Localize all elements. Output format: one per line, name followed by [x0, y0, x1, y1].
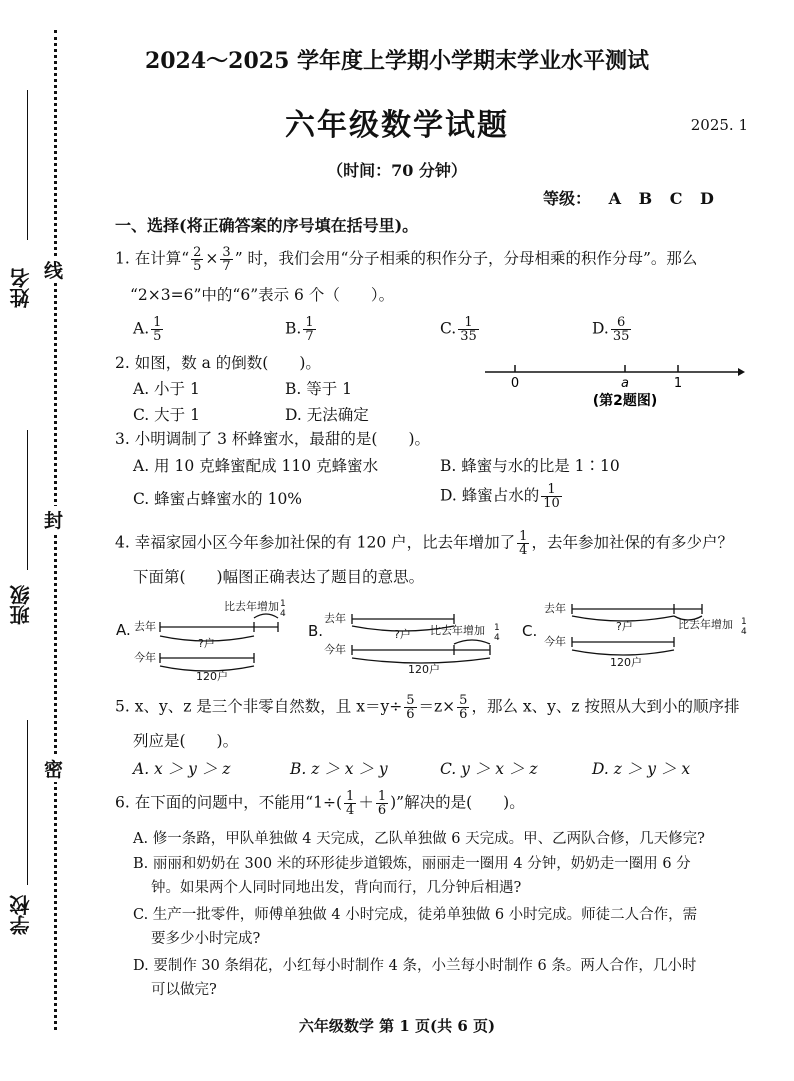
grade-option[interactable]: C: [669, 189, 683, 208]
plus-sign: ＋: [358, 793, 374, 812]
page-footer: 六年级数学 第 1 页(共 6 页): [298, 1017, 496, 1035]
q6-option-b-line2: 钟。如果两个人同时同地出发，背向而行，几分钟后相遇?: [151, 880, 522, 896]
exam-time: （时间：70 分钟）: [327, 161, 467, 180]
option-text: D. 蜂蜜占水的: [440, 486, 540, 505]
label-inc-num: 1: [741, 617, 747, 627]
denominator: 6: [459, 707, 468, 722]
q2-option-a[interactable]: A. 小于 1: [133, 380, 200, 398]
fraction: [303, 316, 315, 343]
label-inc-den: 4: [741, 627, 747, 637]
label-inc-num: 1: [280, 599, 286, 609]
q5-option-d[interactable]: D. z ＞ y ＞ x: [592, 760, 691, 778]
label-total: 120户: [196, 670, 228, 683]
seal-char-line: 线: [44, 256, 63, 283]
denominator: 4: [346, 803, 355, 818]
label-last-year: 去年: [134, 620, 156, 633]
exam-date: 2025. 1: [690, 116, 748, 134]
option-letter: C.: [440, 319, 457, 338]
grade-box: [543, 186, 714, 209]
q6-option-a[interactable]: A. 修一条路，甲队单独做 4 天完成，乙队单独做 6 天完成。甲、乙两队合修，几天修完?: [133, 831, 705, 847]
q2-option-c[interactable]: C. 大于 1: [133, 406, 200, 424]
grade-label: 等级：: [543, 189, 592, 208]
option-letter: A.: [133, 319, 150, 338]
label-inc-den: 4: [494, 633, 500, 643]
arrow-head-icon: [738, 368, 745, 376]
paper-title: 六年级数学试题: [285, 108, 509, 143]
numerator: 2: [193, 245, 202, 260]
class-underline: [27, 430, 28, 570]
fraction: [376, 790, 388, 817]
question-5-line2: 列应是( )。: [133, 732, 239, 750]
q5-option-a[interactable]: A. x ＞ y ＞ z: [133, 760, 231, 778]
denominator: 7: [222, 259, 231, 274]
seal-char-seal: 封: [44, 506, 63, 533]
fraction: [151, 316, 163, 343]
tick-label: a: [621, 376, 629, 391]
fraction: [191, 246, 203, 273]
denominator: 35: [612, 329, 630, 344]
diagram-letter: A.: [116, 621, 131, 639]
seal-char-secret: 密: [44, 755, 63, 782]
question-4-line1: [115, 530, 733, 557]
label-unknown: ?户: [198, 637, 215, 650]
question-1-line2: “2×3=6”中的“6”表示 6 个（ ）。: [130, 286, 395, 304]
q1-text-a: 1. 在计算“: [115, 249, 190, 268]
fraction: [541, 483, 562, 510]
numerator: 1: [153, 315, 162, 330]
q1-option-c[interactable]: [440, 316, 481, 343]
denominator: 5: [153, 329, 162, 344]
denominator: 6: [406, 707, 415, 722]
numerator: 1: [346, 789, 355, 804]
numerator: 3: [222, 245, 231, 260]
q5-option-b[interactable]: B. z ＞ x ＞ y: [290, 760, 388, 778]
label-inc-num: 1: [494, 623, 500, 633]
q5-text-a: 5. x、y、z 是三个非零自然数，且 x＝y÷: [115, 697, 403, 716]
q4-text-a: 4. 幸福家园小区今年参加社保的有 120 户，比去年增加了: [115, 533, 516, 552]
section-heading: 一、选择(将正确答案的序号填在括号里)。: [115, 216, 419, 235]
q6-text-b: )”解决的是( )。: [390, 793, 525, 812]
number-line-figure: [480, 360, 745, 415]
question-4-line2: 下面第( )幅图正确表达了题目的意思。: [133, 568, 425, 586]
denominator: 6: [377, 803, 387, 818]
q4-text-b: ，去年参加社保的有多少户？: [531, 533, 733, 552]
label-increase: 比去年增加: [430, 624, 485, 637]
diagram-letter: B.: [308, 622, 324, 640]
label-last-year: 去年: [324, 612, 346, 625]
q3-option-a[interactable]: A. 用 10 克蜂蜜配成 110 克蜂蜜水: [133, 457, 379, 475]
question-1-line1: [115, 246, 697, 273]
label-total: 120户: [408, 663, 440, 676]
school-label: 学校: [9, 895, 33, 935]
q6-option-d-line1[interactable]: D. 要制作 30 条绢花，小红每小时制作 4 条，小兰每小时制作 6 条。两人合作，几小时: [133, 958, 697, 974]
grade-option[interactable]: D: [700, 189, 714, 208]
numerator: 1: [519, 529, 528, 544]
question-2: 2. 如图，数 a 的倒数( )。: [115, 354, 321, 372]
label-unknown: ?户: [394, 628, 411, 641]
exam-title: 2024～2025 学年度上学期小学期末学业水平测试: [144, 48, 650, 74]
label-this-year: 今年: [324, 643, 346, 656]
option-letter: B.: [285, 319, 302, 338]
label-increase: 比去年增加: [678, 618, 733, 631]
q2-option-b[interactable]: B. 等于 1: [285, 380, 353, 398]
name-label: 姓名: [9, 268, 33, 308]
q1-option-d[interactable]: [592, 316, 633, 343]
q4-diagrams: [112, 594, 757, 684]
class-label: 班级: [9, 585, 33, 625]
times-sign: ×: [205, 249, 219, 268]
numerator: 1: [541, 483, 562, 497]
school-underline: [27, 720, 28, 885]
figure-caption: (第2题图): [592, 393, 658, 409]
numerator: 5: [406, 693, 415, 708]
label-inc-den: 4: [280, 609, 286, 619]
option-letter: D.: [592, 319, 609, 338]
fraction: [517, 530, 529, 557]
denominator: 5: [193, 259, 202, 274]
q6-text-a: 6. 在下面的问题中，不能用“1÷(: [115, 793, 343, 812]
numerator: 1: [458, 316, 479, 330]
q3-option-b[interactable]: B. 蜂蜜与水的比是 1∶10: [440, 457, 620, 475]
fraction: [611, 316, 632, 343]
label-total: 120户: [610, 656, 642, 669]
q2-option-d[interactable]: D. 无法确定: [285, 406, 369, 424]
label-increase: 比去年增加: [224, 600, 279, 613]
numerator: 1: [305, 315, 314, 330]
question-3: 3. 小明调制了 3 杯蜂蜜水，最甜的是( )。: [115, 430, 431, 448]
fraction: [344, 790, 356, 817]
fraction: [458, 316, 479, 343]
label-this-year: 今年: [134, 651, 156, 664]
q1-text-b: ” 时，我们会用“分子相乘的积作分子，分母相乘的积作分母”。那么: [234, 249, 698, 268]
denominator: 35: [460, 329, 477, 344]
question-5-line1: [115, 694, 739, 721]
diagram-letter: C.: [522, 622, 538, 640]
fraction: [220, 246, 232, 273]
denominator: 10: [543, 496, 560, 511]
fraction: [404, 694, 416, 721]
q6-option-d-line2: 可以做完?: [151, 982, 217, 998]
q5-text-b: ，那么 x、y、z 按照从大到小的顺序排: [471, 697, 740, 716]
q5-mid: ＝z×: [418, 697, 456, 716]
numerator: 6: [611, 316, 632, 330]
tick-label: 1: [673, 376, 683, 391]
grade-option[interactable]: B: [638, 189, 653, 208]
denominator: 4: [519, 543, 528, 558]
label-last-year: 去年: [544, 602, 566, 615]
question-6: [115, 790, 525, 817]
q5-option-c[interactable]: C. y ＞ x ＞ z: [440, 760, 538, 778]
q1-option-a[interactable]: [133, 316, 165, 343]
q6-option-c-line1[interactable]: C. 生产一批零件，师傅单独做 4 小时完成，徒弟单独做 6 小时完成。师徒二人合作，需: [133, 907, 698, 923]
tick-label: 0: [510, 376, 520, 391]
grade-option[interactable]: A: [608, 189, 622, 208]
fraction: [457, 694, 469, 721]
numerator: 1: [377, 789, 387, 804]
numerator: 5: [459, 693, 468, 708]
q3-option-d[interactable]: [440, 483, 564, 510]
q6-option-b-line1[interactable]: B. 丽丽和奶奶在 300 米的环形徒步道锻炼，丽丽走一圈用 4 分钟，奶奶走一圈用 6 分: [133, 856, 691, 872]
q6-option-c-line2: 要多少小时完成?: [151, 931, 261, 947]
q3-option-c[interactable]: C. 蜂蜜占蜂蜜水的 10%: [133, 490, 303, 508]
denominator: 7: [305, 329, 314, 344]
q1-option-b[interactable]: [285, 316, 318, 343]
label-this-year: 今年: [544, 635, 566, 648]
label-unknown: ?户: [616, 620, 633, 633]
